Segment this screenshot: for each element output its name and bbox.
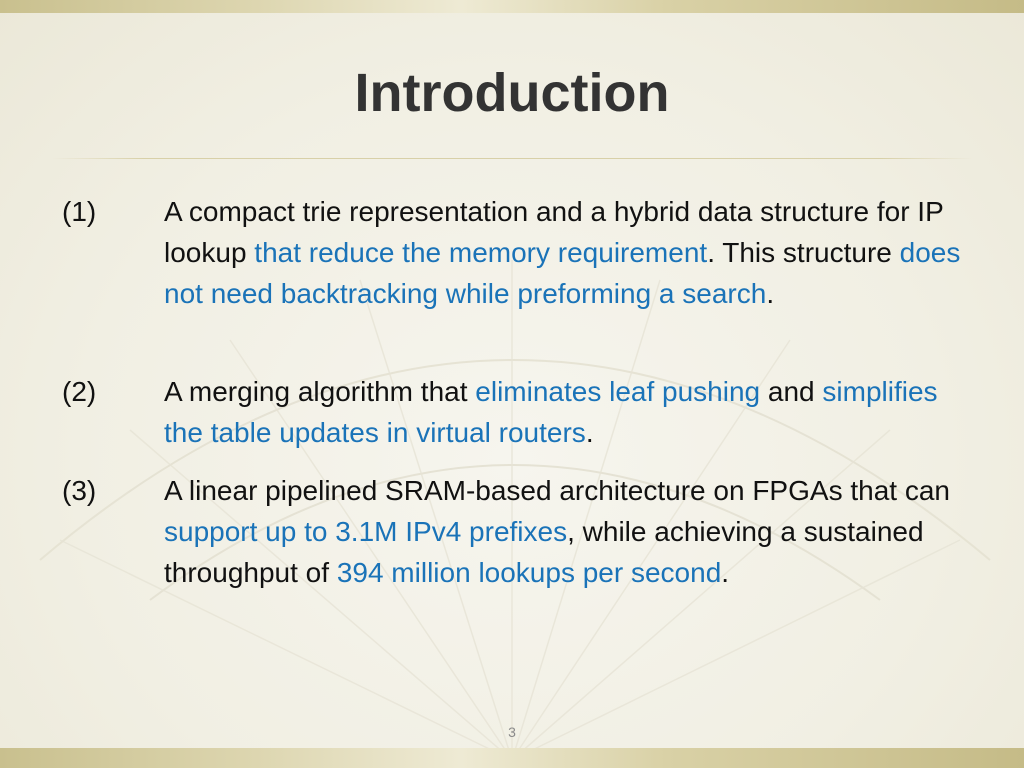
text-segment: A merging algorithm that: [164, 376, 476, 407]
item-number: (2): [62, 376, 97, 407]
highlighted-text: eliminates leaf pushing: [475, 376, 761, 407]
page-number: 3: [508, 724, 516, 740]
text-segment: .: [721, 557, 730, 588]
highlighted-text: 394 million lookups per second: [336, 557, 722, 588]
text-segment: . This structure: [707, 237, 900, 268]
highlighted-text: support up to 3.1M IPv4 prefixes: [164, 516, 568, 547]
text-segment: and: [760, 376, 823, 407]
item-number: (1): [62, 196, 97, 227]
item-text: [164, 191, 974, 314]
item-number: (3): [62, 475, 97, 506]
highlighted-text: does not need backtracking while preforming a search: [164, 237, 961, 309]
text-segment: .: [585, 417, 594, 448]
item-text: [164, 470, 974, 593]
item-text: [164, 371, 974, 453]
text-segment: A linear pipelined SRAM-based architecture on FPGAs that can: [164, 475, 950, 506]
highlighted-text: simplifies the table updates in virtual routers: [164, 376, 938, 448]
text-segment: , while achieving a sustained throughput of: [164, 516, 924, 588]
slide-title: Introduction: [354, 63, 670, 123]
text-segment: A compact trie representation and a hybrid data structure for IP lookup: [164, 196, 944, 268]
title-divider: [52, 158, 973, 159]
bottom-decorative-band: [0, 748, 1024, 768]
text-segment: .: [766, 278, 775, 309]
highlighted-text: that reduce the memory requirement: [254, 237, 708, 268]
